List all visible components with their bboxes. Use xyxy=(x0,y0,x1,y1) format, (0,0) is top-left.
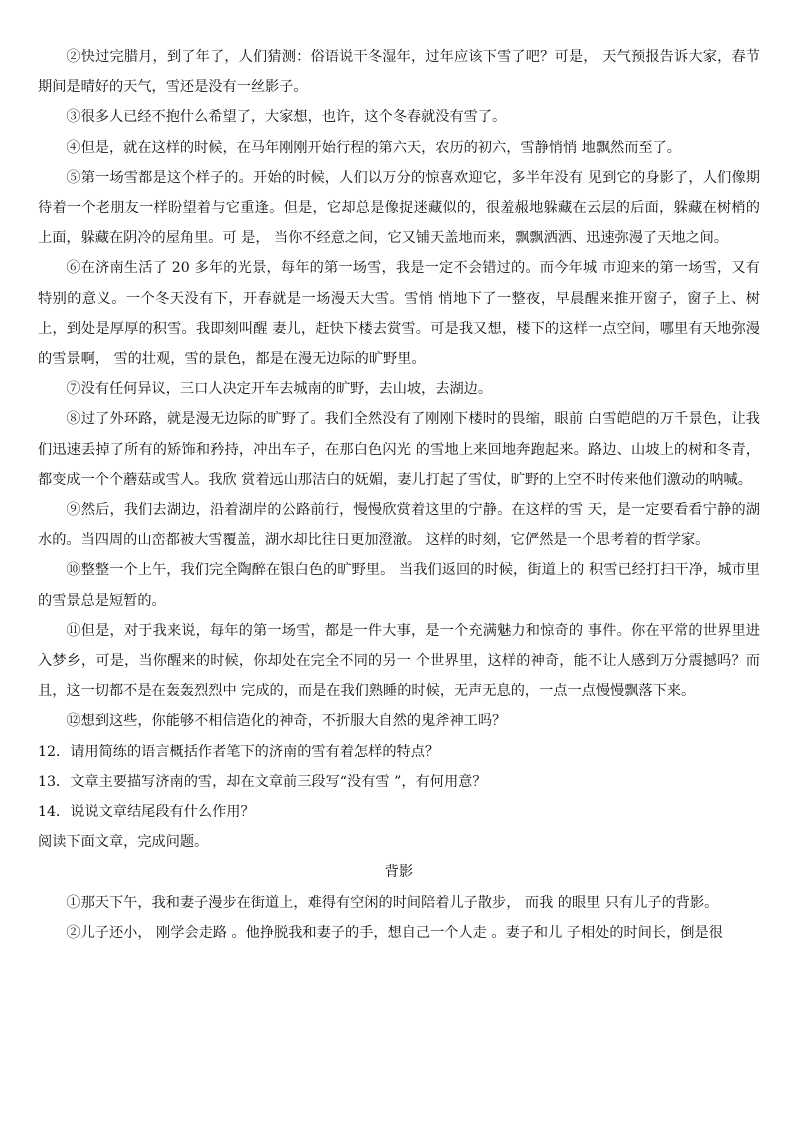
paragraph-8: ⑧过了外环路，就是漫无边际的旷野了。我们全然没有了刚刚下楼时的畏缩，眼前 白雪皑皑的万千景色，让我们迅速丢掉了所有的矫饰和矜持，冲出车子，在那白色闪光 的雪地上来回地奔跑起来。路边、山坡上的树和冬青，都变成一个个蘑菇或雪人。我欣 赏着远山那洁白的妩媚，妻儿打起了雪仗，旷野的上空不时传来他们激动的呐喊。 xyxy=(38,411,760,488)
paragraph-7: ⑦没有任何异议，三口人决定开车去城南的旷野，去山坡，去湖边。 xyxy=(66,381,493,398)
paragraph-6: ⑥在济南生活了 20 多年的光景，每年的第一场雪，我是一定不会错过的。而今年城 市迎来的第一场雪，又有特别的意义。一个冬天没有下，开春就是一场漫天大雪。雪悄 悄地下了一整夜，早晨醒来推开窗子，窗子上、树上，到处是厚厚的积雪。我即刻叫醒 妻儿，赶快下楼去赏雪。可是我又想，楼下的这样一点空间，哪里有天地弥漫的雪景啊， 雪的壮观，雪的景色，都是在漫无边际的旷野里。 xyxy=(38,260,760,368)
paragraph-11: ⑪但是，对于我来说，每年的第一场雪，都是一件大事，是一个充满魅力和惊奇的 事件。你在平常的世界里进入梦乡，可是，当你醒来的时候，你却处在完全不同的另一 个世界里，这样的神奇，能不让人感到万分震撼吗？而且，这一切都不是在轰轰烈烈中 完成的，而是在我们熟睡的时候，无声无息的，一点一点慢慢飘落下来。 xyxy=(38,622,760,700)
paragraph-10: ⑩整整一个上午，我们完全陶醉在银白色的旷野里。 当我们返回的时候，街道上的 积雪已经打扫干净，城市里的雪景总是短暂的。 xyxy=(38,562,760,609)
article-title: 背影 xyxy=(384,864,414,881)
reading-instruction: 阅读下面文章，完成问题。 xyxy=(38,834,209,851)
paragraph-9: ⑨然后，我们去湖边，沿着湖岸的公路前行，慢慢欣赏着这里的宁静。在这样的雪 天，是一定要看看宁静的湖水的。当四周的山峦都被大雪覆盖，湖水却比往日更加澄澈。 这样的时刻，它俨然是一个思考着的哲学家。 xyxy=(38,502,760,549)
question-14: 14．说说文章结尾段有什么作用？ xyxy=(38,804,255,821)
article-paragraph-2: ②儿子还小， 刚学会走路 。他挣脱我和妻子的手，想自己一个人走 。妻子和儿 子相处的时间长，倒是很 xyxy=(66,924,723,941)
paragraph-3: ③很多人已经不抱什么希望了，大家想，也许，这个冬春就没有雪了。 xyxy=(66,109,507,126)
article-paragraph-1: ①那天下午，我和妻子漫步在街道上，难得有空闲的时间陪着儿子散步， 而我 的眼里 只有儿子的背影。 xyxy=(66,894,719,911)
paragraph-2: ②快过完腊月，到了年了，人们猜测：俗语说干冬湿年，过年应该下雪了吧？可是， 天气预报告诉大家，春节期间是晴好的天气，雪还是没有一丝影子。 xyxy=(38,49,760,96)
question-12: 12．请用简练的语言概括作者笔下的济南的雪有着怎样的特点？ xyxy=(38,743,440,760)
question-13: 13．文章主要描写济南的雪，却在文章前三段写“没有雪 ”，有何用意？ xyxy=(38,773,487,790)
paragraph-4: ④但是，就在这样的时候，在马年刚刚开始行程的第六天，农历的初六，雪静悄悄 地飘然而至了。 xyxy=(66,139,681,156)
paragraph-12: ⑫想到这些，你能够不相信造化的神奇，不折服大自然的鬼斧神工吗？ xyxy=(66,713,507,730)
paragraph-5: ⑤第一场雪都是这个样子的。开始的时候，人们以万分的惊喜欢迎它，多半年没有 见到它的身影了，人们像期待着一个老朋友一样盼望着与它重逢。但是，它却总是像捉迷藏似的，很羞赧地躲藏在云层的后面，躲藏在树梢的上面，躲藏在阴冷的屋角里。可 是， 当你不经意之间，它又铺天盖地而来，飘飘洒洒、迅速弥漫了天地之间。 xyxy=(38,169,760,247)
